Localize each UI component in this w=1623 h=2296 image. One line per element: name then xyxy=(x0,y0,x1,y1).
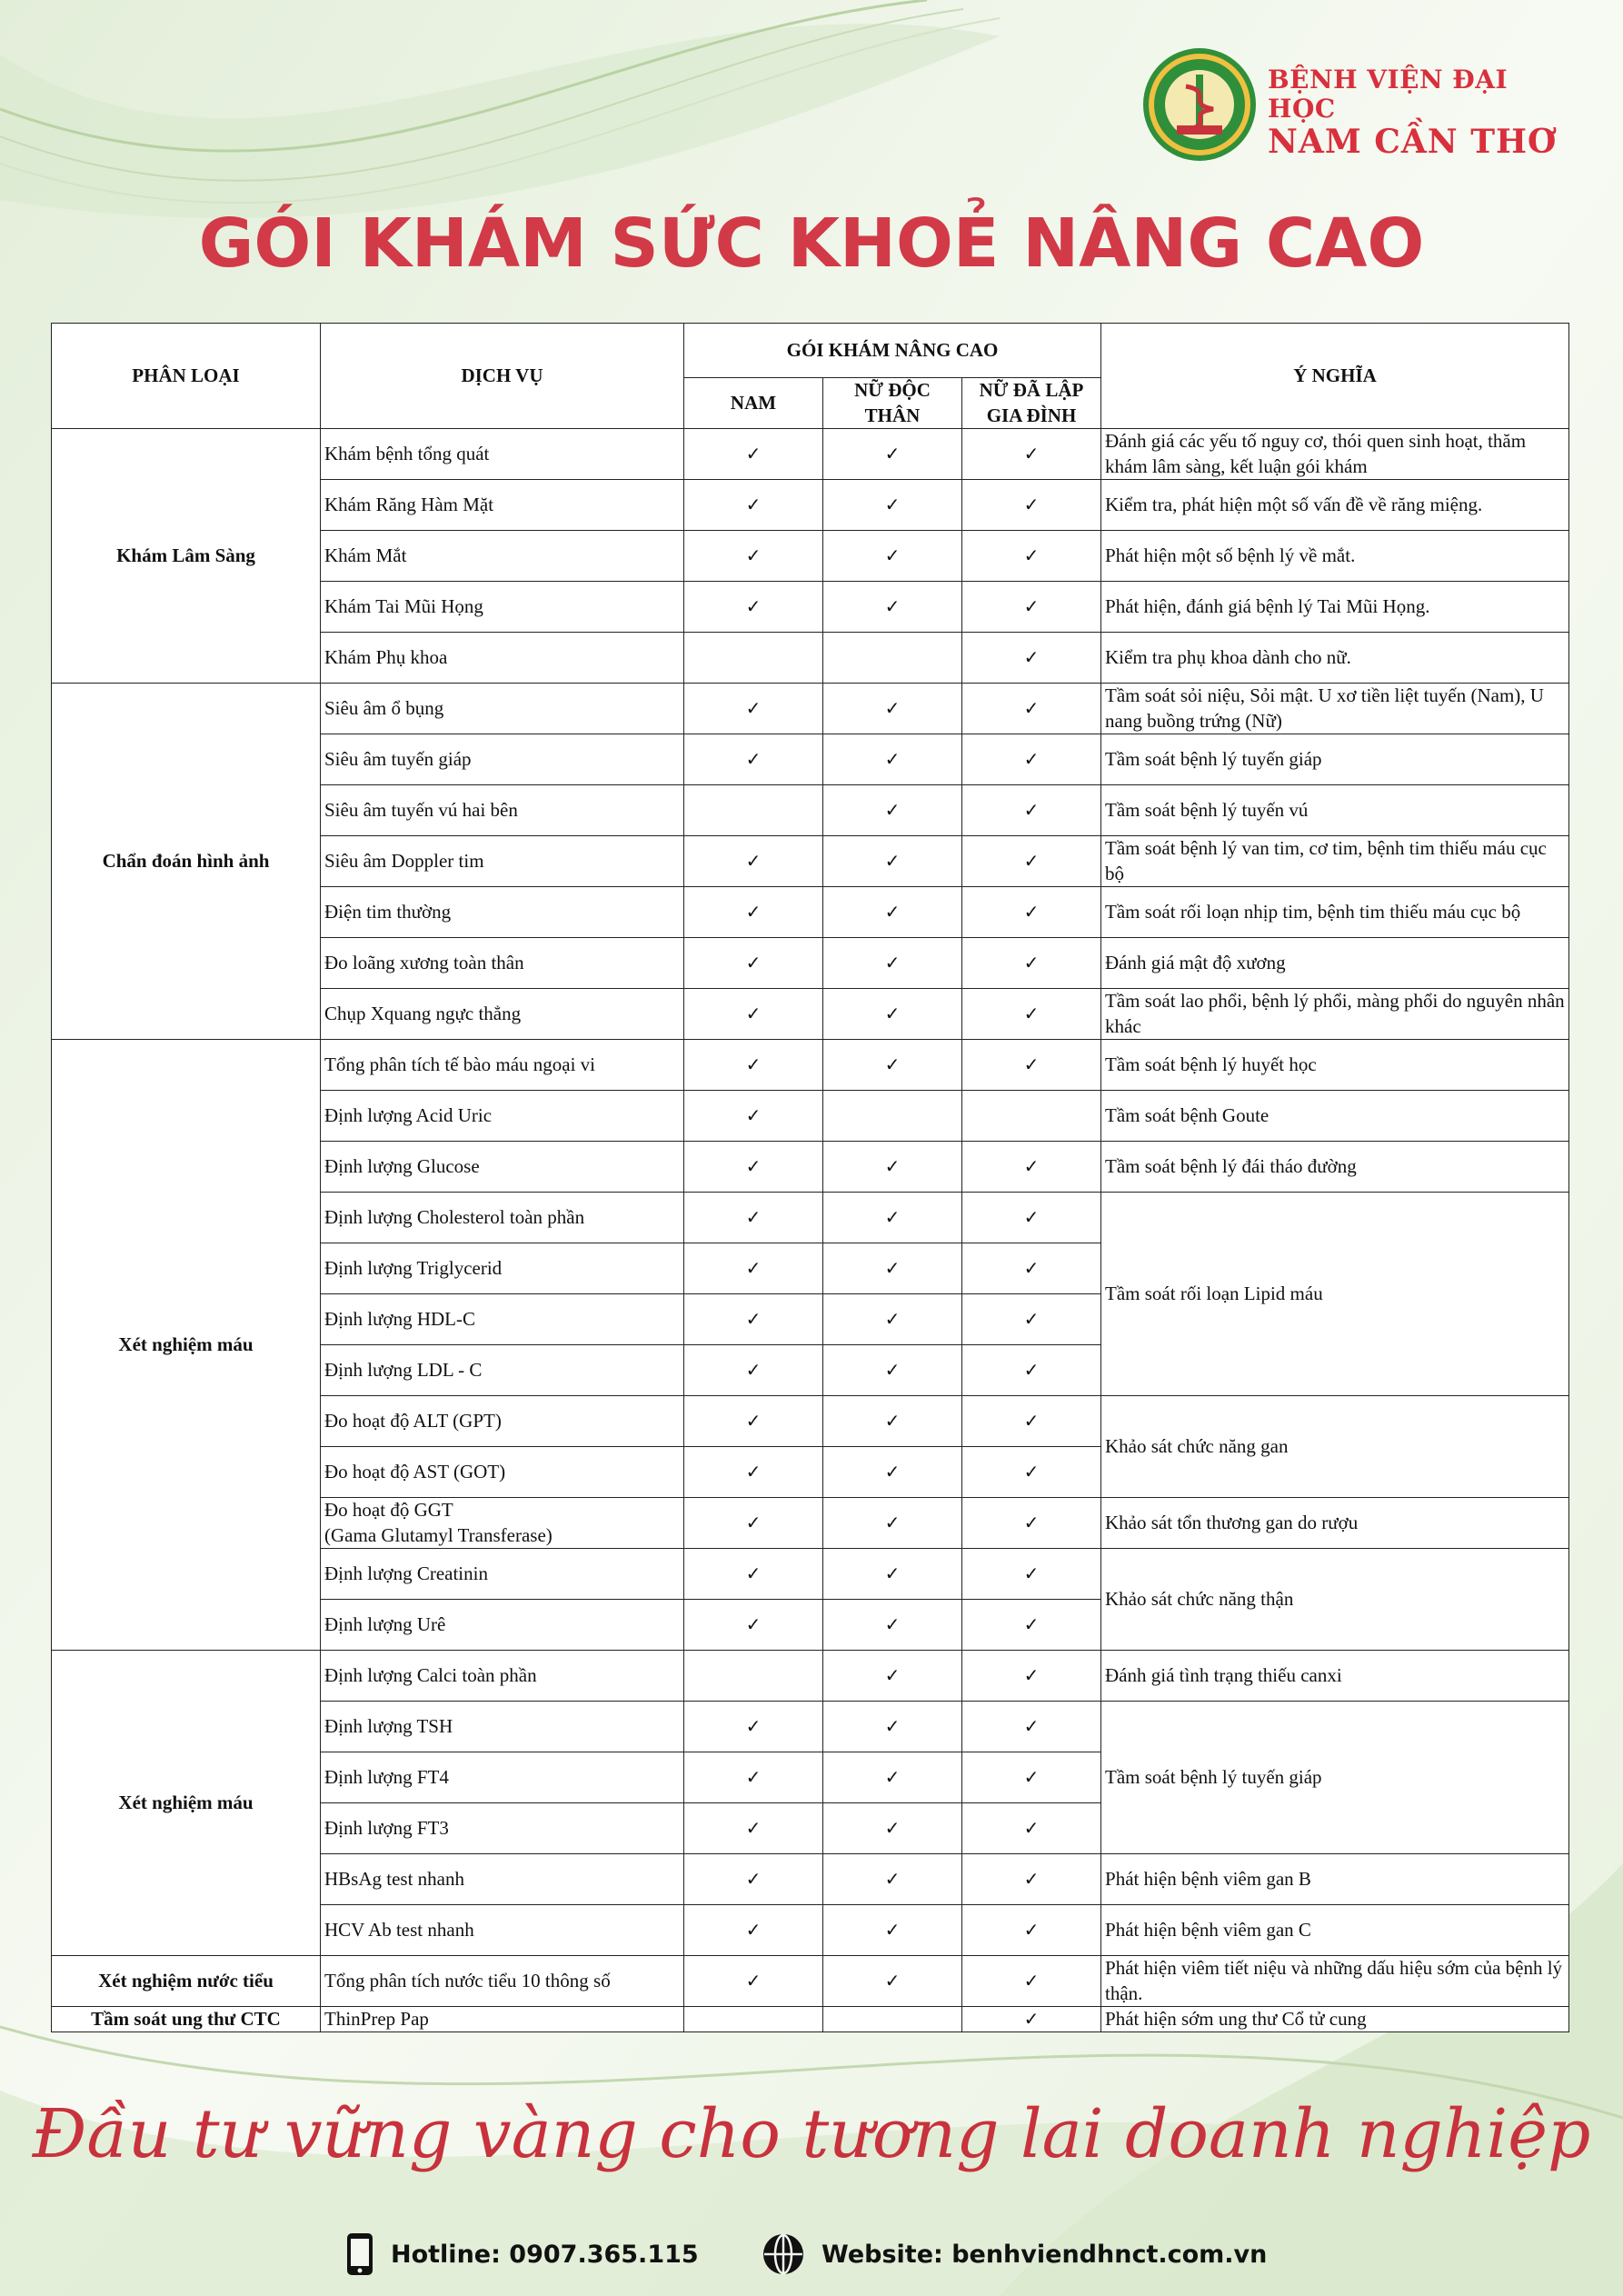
check-cell-male xyxy=(684,1600,823,1651)
header-service: DỊCH VỤ xyxy=(321,324,684,429)
check-icon: ✓ xyxy=(884,1869,901,1890)
hotline xyxy=(345,2231,699,2277)
hospital-name-line1: BỆNH VIỆN ĐẠI HỌC xyxy=(1268,65,1508,125)
check-cell-male xyxy=(684,1447,823,1498)
check-icon: ✓ xyxy=(745,1309,762,1330)
check-icon: ✓ xyxy=(884,851,901,872)
meaning-cell: Khảo sát tổn thương gan do rượu xyxy=(1101,1498,1569,1549)
check-icon: ✓ xyxy=(884,1665,901,1686)
check-icon: ✓ xyxy=(884,1156,901,1177)
meaning-cell: Phát hiện bệnh viêm gan C xyxy=(1101,1905,1569,1956)
check-cell-single xyxy=(823,1956,962,2007)
check-cell-male xyxy=(684,1752,823,1803)
service-cell: Tổng phân tích nước tiểu 10 thông số xyxy=(321,1956,684,2007)
check-cell-single xyxy=(823,1549,962,1600)
check-icon: ✓ xyxy=(1023,1869,1040,1890)
meaning-cell: Phát hiện sớm ung thư Cổ tử cung xyxy=(1101,2007,1569,2032)
meaning-cell: Tầm soát bệnh lý tuyến giáp xyxy=(1101,1702,1569,1854)
check-icon: ✓ xyxy=(884,545,901,566)
check-cell-family xyxy=(962,989,1101,1040)
meaning-cell: Kiểm tra, phát hiện một số vấn đề về răng miệng. xyxy=(1101,480,1569,531)
check-icon: ✓ xyxy=(884,800,901,821)
check-cell-family xyxy=(962,836,1101,887)
check-cell-family xyxy=(962,1142,1101,1193)
check-cell-single xyxy=(823,785,962,836)
check-icon: ✓ xyxy=(884,1920,901,1941)
check-cell-single xyxy=(823,684,962,734)
meaning-cell: Khảo sát chức năng thận xyxy=(1101,1549,1569,1651)
check-icon: ✓ xyxy=(884,1716,901,1737)
check-cell-single xyxy=(823,1803,962,1854)
check-cell-family xyxy=(962,480,1101,531)
check-cell-male xyxy=(684,785,823,836)
check-icon: ✓ xyxy=(745,1156,762,1177)
meaning-cell: Đánh giá mật độ xương xyxy=(1101,938,1569,989)
check-cell-single xyxy=(823,582,962,633)
check-icon: ✓ xyxy=(745,1869,762,1890)
check-icon: ✓ xyxy=(745,749,762,770)
table-row xyxy=(52,429,1569,480)
meaning-cell: Tầm soát bệnh lý tuyến vú xyxy=(1101,785,1569,836)
check-icon: ✓ xyxy=(884,494,901,515)
service-cell: Định lượng TSH xyxy=(321,1702,684,1752)
check-cell-family xyxy=(962,1243,1101,1294)
check-icon: ✓ xyxy=(1023,494,1040,515)
check-icon: ✓ xyxy=(1023,444,1040,464)
hospital-name-line2: NAM CẦN THƠ xyxy=(1268,123,1558,162)
page-title: GÓI KHÁM SỨC KHOẺ NÂNG CAO xyxy=(198,205,1425,283)
check-cell-family xyxy=(962,1040,1101,1091)
check-icon: ✓ xyxy=(1023,1818,1040,1839)
check-icon: ✓ xyxy=(745,596,762,617)
check-icon: ✓ xyxy=(1023,647,1040,668)
check-icon: ✓ xyxy=(745,1971,762,1992)
service-cell: Định lượng FT3 xyxy=(321,1803,684,1854)
check-icon: ✓ xyxy=(745,1054,762,1075)
check-cell-male xyxy=(684,1243,823,1294)
check-cell-male xyxy=(684,1345,823,1396)
check-cell-male xyxy=(684,1040,823,1091)
check-cell-single xyxy=(823,1193,962,1243)
table-row xyxy=(52,2007,1569,2032)
check-cell-male xyxy=(684,429,823,480)
check-cell-single xyxy=(823,1854,962,1905)
check-cell-single xyxy=(823,1498,962,1549)
check-cell-single xyxy=(823,1345,962,1396)
check-cell-single xyxy=(823,1600,962,1651)
service-cell: ThinPrep Pap xyxy=(321,2007,684,2032)
hospital-name xyxy=(1268,65,1577,162)
service-cell: Chụp Xquang ngực thẳng xyxy=(321,989,684,1040)
meaning-cell: Tầm soát rối loạn nhịp tim, bệnh tim thiếu máu cục bộ xyxy=(1101,887,1569,938)
package-table xyxy=(51,323,1569,2032)
check-icon: ✓ xyxy=(884,902,901,923)
check-icon: ✓ xyxy=(884,953,901,973)
check-cell-male xyxy=(684,989,823,1040)
check-cell-family xyxy=(962,938,1101,989)
check-cell-male xyxy=(684,836,823,887)
check-icon: ✓ xyxy=(1023,1512,1040,1533)
header-package: GÓI KHÁM NÂNG CAO xyxy=(684,324,1101,378)
check-cell-family xyxy=(962,734,1101,785)
check-cell-single xyxy=(823,633,962,684)
category-cell: Xét nghiệm máu xyxy=(52,1651,321,1956)
check-cell-family xyxy=(962,1956,1101,2007)
meaning-cell: Tầm soát sỏi niệu, Sỏi mật. U xơ tiền liệt tuyến (Nam), U nang buồng trứng (Nữ) xyxy=(1101,684,1569,734)
check-icon: ✓ xyxy=(745,1920,762,1941)
check-icon: ✓ xyxy=(1023,1309,1040,1330)
check-cell-single xyxy=(823,1752,962,1803)
category-cell: Khám Lâm Sàng xyxy=(52,429,321,684)
check-cell-family xyxy=(962,1396,1101,1447)
check-icon: ✓ xyxy=(884,1411,901,1432)
check-icon: ✓ xyxy=(1023,1411,1040,1432)
meaning-cell: Khảo sát chức năng gan xyxy=(1101,1396,1569,1498)
check-cell-family xyxy=(962,1651,1101,1702)
globe-icon xyxy=(762,2232,805,2276)
service-cell: Định lượng Acid Uric xyxy=(321,1091,684,1142)
check-icon: ✓ xyxy=(1023,1920,1040,1941)
meaning-cell: Tầm soát bệnh Goute xyxy=(1101,1091,1569,1142)
check-icon: ✓ xyxy=(1023,698,1040,719)
meaning-cell: Phát hiện, đánh giá bệnh lý Tai Mũi Họng. xyxy=(1101,582,1569,633)
check-cell-family xyxy=(962,1447,1101,1498)
check-cell-male xyxy=(684,938,823,989)
check-icon: ✓ xyxy=(884,444,901,464)
check-icon: ✓ xyxy=(884,1309,901,1330)
check-cell-family xyxy=(962,1091,1101,1142)
category-cell: Xét nghiệm máu xyxy=(52,1040,321,1651)
check-cell-male xyxy=(684,1142,823,1193)
category-cell: Chẩn đoán hình ảnh xyxy=(52,684,321,1040)
check-cell-family xyxy=(962,887,1101,938)
check-cell-male xyxy=(684,1956,823,2007)
check-cell-family xyxy=(962,1600,1101,1651)
service-cell: Định lượng Calci toàn phần xyxy=(321,1651,684,1702)
meaning-cell: Tầm soát bệnh lý tuyến giáp xyxy=(1101,734,1569,785)
check-icon: ✓ xyxy=(1023,1614,1040,1635)
check-icon: ✓ xyxy=(884,749,901,770)
category-cell: Xét nghiệm nước tiểu xyxy=(52,1956,321,2007)
check-cell-family xyxy=(962,785,1101,836)
service-cell: Định lượng FT4 xyxy=(321,1752,684,1803)
check-icon: ✓ xyxy=(1023,1767,1040,1788)
hotline-text[interactable]: Hotline: 0907.365.115 xyxy=(391,2240,699,2269)
check-cell-male xyxy=(684,1193,823,1243)
header-female-single: NỮ ĐỘC THÂN xyxy=(823,378,962,429)
check-cell-family xyxy=(962,1905,1101,1956)
check-icon: ✓ xyxy=(745,1207,762,1228)
check-cell-single xyxy=(823,1396,962,1447)
service-cell: Khám Răng Hàm Mặt xyxy=(321,480,684,531)
check-icon: ✓ xyxy=(745,902,762,923)
service-cell: Định lượng Triglycerid xyxy=(321,1243,684,1294)
check-icon: ✓ xyxy=(745,1462,762,1482)
service-cell: Định lượng Cholesterol toàn phần xyxy=(321,1193,684,1243)
service-cell: Siêu âm tuyến giáp xyxy=(321,734,684,785)
check-cell-single xyxy=(823,1091,962,1142)
check-icon: ✓ xyxy=(884,1767,901,1788)
service-cell: Siêu âm Doppler tim xyxy=(321,836,684,887)
check-cell-single xyxy=(823,1040,962,1091)
check-cell-male xyxy=(684,1803,823,1854)
service-cell: Siêu âm ổ bụng xyxy=(321,684,684,734)
slogan: Đầu tư vững vàng cho tương lai doanh nghiệp xyxy=(32,2095,1591,2173)
service-cell: Điện tim thường xyxy=(321,887,684,938)
check-icon: ✓ xyxy=(1023,1003,1040,1024)
check-cell-family xyxy=(962,1549,1101,1600)
check-icon: ✓ xyxy=(745,1003,762,1024)
check-icon: ✓ xyxy=(1023,1156,1040,1177)
check-icon: ✓ xyxy=(745,1767,762,1788)
check-icon: ✓ xyxy=(745,1105,762,1126)
table-row xyxy=(52,684,1569,734)
check-cell-single xyxy=(823,887,962,938)
phone-icon xyxy=(345,2232,374,2276)
check-icon: ✓ xyxy=(1023,1716,1040,1737)
check-icon: ✓ xyxy=(745,1411,762,1432)
package-table-body xyxy=(52,429,1569,2032)
check-icon: ✓ xyxy=(745,953,762,973)
check-icon: ✓ xyxy=(745,1512,762,1533)
check-cell-male xyxy=(684,633,823,684)
service-cell: Định lượng LDL - C xyxy=(321,1345,684,1396)
check-cell-male xyxy=(684,1294,823,1345)
check-cell-single xyxy=(823,1905,962,1956)
check-icon: ✓ xyxy=(1023,1665,1040,1686)
table-row xyxy=(52,1956,1569,2007)
check-cell-single xyxy=(823,938,962,989)
meaning-cell: Phát hiện viêm tiết niệu và những dấu hiệu sớm của bệnh lý thận. xyxy=(1101,1956,1569,2007)
check-icon: ✓ xyxy=(1023,749,1040,770)
website-text[interactable]: Website: benhviendhnct.com.vn xyxy=(821,2240,1268,2269)
check-icon: ✓ xyxy=(1023,1207,1040,1228)
service-cell: HCV Ab test nhanh xyxy=(321,1905,684,1956)
check-cell-male xyxy=(684,734,823,785)
check-icon: ✓ xyxy=(1023,545,1040,566)
check-cell-family xyxy=(962,429,1101,480)
check-icon: ✓ xyxy=(884,1971,901,1992)
check-cell-family xyxy=(962,684,1101,734)
service-cell: Định lượng Glucose xyxy=(321,1142,684,1193)
check-icon: ✓ xyxy=(884,1818,901,1839)
check-icon: ✓ xyxy=(745,1818,762,1839)
check-cell-single xyxy=(823,989,962,1040)
check-cell-family xyxy=(962,582,1101,633)
service-cell: Đo loãng xương toàn thân xyxy=(321,938,684,989)
check-cell-single xyxy=(823,480,962,531)
service-cell: Định lượng HDL-C xyxy=(321,1294,684,1345)
check-icon: ✓ xyxy=(884,698,901,719)
meaning-cell: Tầm soát bệnh lý huyết học xyxy=(1101,1040,1569,1091)
check-icon: ✓ xyxy=(1023,1971,1040,1992)
check-icon: ✓ xyxy=(1023,1360,1040,1381)
check-cell-family xyxy=(962,1193,1101,1243)
category-cell: Tầm soát ung thư CTC xyxy=(52,2007,321,2032)
check-cell-family xyxy=(962,2007,1101,2032)
check-icon: ✓ xyxy=(1023,800,1040,821)
service-cell: Khám Mắt xyxy=(321,531,684,582)
check-icon: ✓ xyxy=(1023,1258,1040,1279)
header-meaning: Ý NGHĨA xyxy=(1101,324,1569,429)
service-cell: Tổng phân tích tế bào máu ngoại vi xyxy=(321,1040,684,1091)
check-cell-male xyxy=(684,1905,823,1956)
check-cell-single xyxy=(823,734,962,785)
service-cell: Đo hoạt độ GGT (Gama Glutamyl Transferase) xyxy=(321,1498,684,1549)
check-icon: ✓ xyxy=(1023,851,1040,872)
check-icon: ✓ xyxy=(745,444,762,464)
check-cell-single xyxy=(823,836,962,887)
meaning-cell: Đánh giá tình trạng thiếu canxi xyxy=(1101,1651,1569,1702)
check-cell-family xyxy=(962,531,1101,582)
check-cell-male xyxy=(684,887,823,938)
check-cell-male xyxy=(684,1396,823,1447)
check-cell-male xyxy=(684,1091,823,1142)
check-icon: ✓ xyxy=(884,1003,901,1024)
check-cell-family xyxy=(962,1854,1101,1905)
header-category: PHÂN LOẠI xyxy=(52,324,321,429)
meaning-cell: Tầm soát lao phổi, bệnh lý phổi, màng phổi do nguyên nhân khác xyxy=(1101,989,1569,1040)
service-cell: Định lượng Urê xyxy=(321,1600,684,1651)
service-cell: HBsAg test nhanh xyxy=(321,1854,684,1905)
service-cell: Siêu âm tuyến vú hai bên xyxy=(321,785,684,836)
check-icon: ✓ xyxy=(884,1207,901,1228)
table-row xyxy=(52,1651,1569,1702)
check-cell-family xyxy=(962,1294,1101,1345)
check-cell-single xyxy=(823,1294,962,1345)
website xyxy=(762,2231,1267,2277)
check-cell-family xyxy=(962,1345,1101,1396)
check-icon: ✓ xyxy=(745,1258,762,1279)
check-cell-family xyxy=(962,633,1101,684)
meaning-cell: Phát hiện một số bệnh lý về mắt. xyxy=(1101,531,1569,582)
check-icon: ✓ xyxy=(745,1360,762,1381)
check-cell-single xyxy=(823,1447,962,1498)
meaning-cell: Tầm soát bệnh lý van tim, cơ tim, bệnh tim thiếu máu cục bộ xyxy=(1101,836,1569,887)
service-cell: Định lượng Creatinin xyxy=(321,1549,684,1600)
service-cell: Khám Tai Mũi Họng xyxy=(321,582,684,633)
check-icon: ✓ xyxy=(884,1614,901,1635)
meaning-cell: Kiểm tra phụ khoa dành cho nữ. xyxy=(1101,633,1569,684)
service-cell: Khám bệnh tổng quát xyxy=(321,429,684,480)
check-icon: ✓ xyxy=(884,1462,901,1482)
check-cell-male xyxy=(684,1651,823,1702)
check-icon: ✓ xyxy=(884,1054,901,1075)
check-cell-male xyxy=(684,1854,823,1905)
service-cell: Khám Phụ khoa xyxy=(321,633,684,684)
meaning-cell: Đánh giá các yếu tố nguy cơ, thói quen sinh hoạt, thăm khám lâm sàng, kết luận gói khám xyxy=(1101,429,1569,480)
check-cell-male xyxy=(684,1498,823,1549)
check-cell-single xyxy=(823,1702,962,1752)
check-cell-single xyxy=(823,1142,962,1193)
check-cell-family xyxy=(962,1803,1101,1854)
check-cell-single xyxy=(823,1243,962,1294)
check-icon: ✓ xyxy=(1023,1563,1040,1584)
check-cell-male xyxy=(684,582,823,633)
check-cell-family xyxy=(962,1752,1101,1803)
meaning-cell: Tầm soát bệnh lý đái tháo đường xyxy=(1101,1142,1569,1193)
check-cell-single xyxy=(823,531,962,582)
check-cell-male xyxy=(684,1549,823,1600)
check-icon: ✓ xyxy=(745,1614,762,1635)
meaning-cell: Phát hiện bệnh viêm gan B xyxy=(1101,1854,1569,1905)
check-cell-single xyxy=(823,2007,962,2032)
check-icon: ✓ xyxy=(884,596,901,617)
check-icon: ✓ xyxy=(745,851,762,872)
check-icon: ✓ xyxy=(884,1563,901,1584)
check-cell-family xyxy=(962,1498,1101,1549)
check-icon: ✓ xyxy=(745,545,762,566)
hospital-logo xyxy=(1140,45,1259,164)
check-icon: ✓ xyxy=(884,1258,901,1279)
check-icon: ✓ xyxy=(745,494,762,515)
check-icon: ✓ xyxy=(1023,596,1040,617)
header-female-family: NỮ ĐÃ LẬP GIA ĐÌNH xyxy=(962,378,1101,429)
check-cell-family xyxy=(962,1702,1101,1752)
check-icon: ✓ xyxy=(1023,902,1040,923)
check-icon: ✓ xyxy=(884,1360,901,1381)
check-cell-single xyxy=(823,429,962,480)
service-cell: Đo hoạt độ ALT (GPT) xyxy=(321,1396,684,1447)
check-icon: ✓ xyxy=(745,1563,762,1584)
table-row xyxy=(52,1040,1569,1091)
check-cell-male xyxy=(684,1702,823,1752)
check-icon: ✓ xyxy=(884,1512,901,1533)
check-cell-male xyxy=(684,684,823,734)
service-cell: Đo hoạt độ AST (GOT) xyxy=(321,1447,684,1498)
check-cell-male xyxy=(684,2007,823,2032)
meaning-cell: Tầm soát rối loạn Lipid máu xyxy=(1101,1193,1569,1396)
check-icon: ✓ xyxy=(745,698,762,719)
check-cell-male xyxy=(684,531,823,582)
check-cell-single xyxy=(823,1651,962,1702)
header-male: NAM xyxy=(684,378,823,429)
check-icon: ✓ xyxy=(1023,1054,1040,1075)
check-icon: ✓ xyxy=(1023,953,1040,973)
check-icon: ✓ xyxy=(1023,1462,1040,1482)
check-cell-male xyxy=(684,480,823,531)
check-icon: ✓ xyxy=(1023,2009,1040,2030)
check-icon: ✓ xyxy=(745,1716,762,1737)
